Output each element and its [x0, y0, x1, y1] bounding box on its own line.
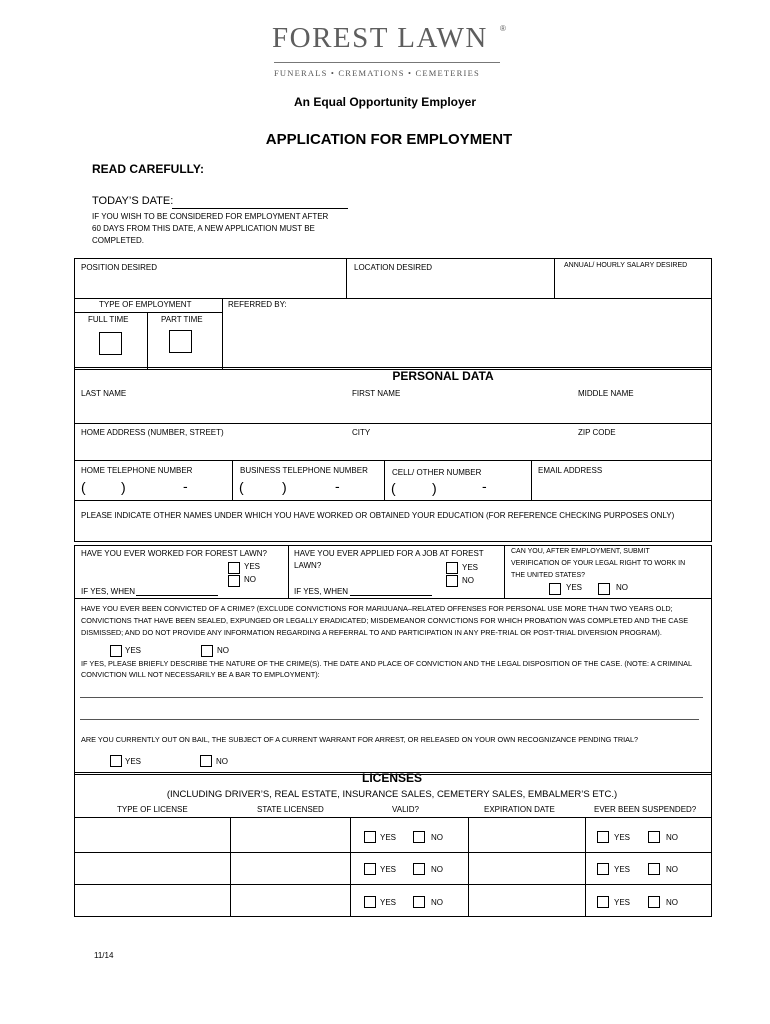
suspended-yes-checkbox[interactable] — [597, 831, 609, 843]
suspended-yes-label: YES — [614, 865, 631, 874]
col-ever-suspended: EVER BEEN SUSPENDED? — [594, 805, 697, 814]
worked-no-checkbox[interactable] — [228, 575, 240, 587]
personal-data-title: PERSONAL DATA — [392, 369, 494, 383]
type-of-employment-label: TYPE OF EMPLOYMENT — [99, 300, 192, 309]
applied-question-line1: HAVE YOU EVER APPLIED FOR A JOB AT FOREST — [294, 549, 484, 558]
zip-code-label: ZIP CODE — [578, 428, 616, 437]
crime-describe-line2: CONVICTION WILL NOT NECESSARILY BE A BAR TO EMPLOYMENT): — [81, 670, 320, 679]
todays-date-field[interactable] — [172, 196, 348, 209]
state-licensed-field[interactable] — [232, 819, 348, 851]
last-name-field[interactable] — [76, 400, 346, 422]
revision-code: 11/14 — [94, 951, 114, 960]
crime-yes-checkbox[interactable] — [110, 645, 122, 657]
verify-question-line1: CAN YOU, AFTER EMPLOYMENT, SUBMIT — [511, 548, 650, 555]
bail-yes-checkbox[interactable] — [110, 755, 122, 767]
applied-no-checkbox[interactable] — [446, 575, 458, 587]
valid-yes-checkbox[interactable] — [364, 863, 376, 875]
middle-name-field[interactable] — [576, 400, 708, 422]
worked-when-field[interactable] — [136, 595, 218, 596]
crime-no-checkbox[interactable] — [201, 645, 213, 657]
employer-line: An Equal Opportunity Employer — [293, 95, 476, 109]
first-name-field[interactable] — [348, 400, 574, 422]
verify-yes-checkbox[interactable] — [549, 583, 561, 595]
valid-yes-label: YES — [380, 898, 397, 907]
suspended-no-label: NO — [666, 898, 678, 907]
suspended-no-checkbox[interactable] — [648, 896, 660, 908]
suspended-no-label: NO — [666, 833, 678, 842]
registered-mark: ® — [500, 24, 506, 33]
home-address-label: HOME ADDRESS (NUMBER, STREET) — [81, 428, 224, 437]
email-label: EMAIL ADDRESS — [538, 466, 603, 475]
valid-no-checkbox[interactable] — [413, 896, 425, 908]
suspended-yes-checkbox[interactable] — [597, 863, 609, 875]
notice-line-2: 60 DAYS FROM THIS DATE, A NEW APPLICATION MUST BE — [92, 224, 315, 233]
applied-when-label: IF YES, WHEN — [294, 587, 349, 596]
zip-code-field[interactable] — [576, 439, 708, 459]
logo-tagline: FUNERALS • CREMATIONS • CEMETERIES — [274, 68, 480, 78]
cell-phone-label: CELL/ OTHER NUMBER — [392, 468, 482, 477]
license-type-field[interactable] — [76, 886, 228, 914]
home-address-field[interactable] — [76, 439, 346, 459]
suspended-no-checkbox[interactable] — [648, 863, 660, 875]
expiration-date-field[interactable] — [470, 854, 583, 883]
applied-no-label: NO — [462, 576, 474, 585]
license-type-field[interactable] — [76, 819, 228, 851]
full-time-label: FULL TIME — [88, 315, 129, 324]
state-licensed-field[interactable] — [232, 886, 348, 914]
form-title: APPLICATION FOR EMPLOYMENT — [265, 131, 513, 148]
verify-question-line2: VERIFICATION OF YOUR LEGAL RIGHT TO WORK IN — [511, 560, 686, 567]
other-names-field[interactable] — [76, 522, 708, 538]
crime-description-field-2[interactable] — [80, 719, 699, 720]
middle-name-label: MIDDLE NAME — [578, 389, 634, 398]
licenses-title: LICENSES — [361, 771, 422, 785]
logo-rule — [274, 62, 500, 63]
position-desired-field[interactable] — [76, 275, 344, 297]
worked-no-label: NO — [244, 575, 256, 584]
cell-phone-field[interactable]: ( ) - — [391, 478, 487, 496]
position-desired-label: POSITION DESIRED — [81, 263, 158, 272]
referred-by-field[interactable] — [224, 312, 708, 366]
business-phone-field[interactable]: ( ) - — [239, 478, 340, 495]
city-label: CITY — [352, 428, 371, 437]
part-time-label: PART TIME — [161, 315, 203, 324]
worked-yes-label: YES — [244, 562, 261, 571]
city-field[interactable] — [348, 439, 574, 459]
location-desired-label: LOCATION DESIRED — [354, 263, 433, 272]
suspended-no-checkbox[interactable] — [648, 831, 660, 843]
suspended-yes-checkbox[interactable] — [597, 896, 609, 908]
worked-question: HAVE YOU EVER WORKED FOR FOREST LAWN? — [81, 549, 267, 558]
crime-question-line2: CONVICTIONS THAT HAVE BEEN SEALED, EXPUNGED OR LEGALLY ERADICATED; MISDEMEANOR CONVICTIONS FOR WHICH PROBATION WAS COMPLETED AND THE CASE — [81, 616, 689, 625]
valid-no-label: NO — [431, 865, 443, 874]
valid-yes-checkbox[interactable] — [364, 831, 376, 843]
valid-yes-label: YES — [380, 833, 397, 842]
notice-line-3: COMPLETED. — [92, 236, 145, 245]
worked-when-label: IF YES, WHEN — [81, 587, 136, 596]
suspended-yes-label: YES — [614, 898, 631, 907]
last-name-label: LAST NAME — [81, 389, 127, 398]
crime-describe-line1: IF YES, PLEASE BRIEFLY DESCRIBE THE NATURE OF THE CRIME(S). THE DATE AND PLACE OF CONVICTION AND THE LEGAL DISPOSITION OF THE CASE. (NOTE: A CRIMINAL — [81, 659, 693, 668]
verify-no-checkbox[interactable] — [598, 583, 610, 595]
license-type-field[interactable] — [76, 854, 228, 883]
state-licensed-field[interactable] — [232, 854, 348, 883]
expiration-date-field[interactable] — [470, 819, 583, 851]
applied-yes-label: YES — [462, 563, 479, 572]
applied-question-line2: LAWN? — [294, 561, 322, 570]
col-expiration-date: EXPIRATION DATE — [484, 805, 555, 814]
todays-date-label: TODAY’S DATE: — [92, 195, 174, 207]
licenses-subtitle: (INCLUDING DRIVER’S, REAL ESTATE, INSURANCE SALES, CEMETERY SALES, EMBALMER’S ETC.) — [166, 789, 618, 800]
home-phone-field[interactable]: ( ) - — [81, 478, 188, 495]
crime-question-line1: HAVE YOU EVER BEEN CONVICTED OF A CRIME? (EXCLUDE CONVICTIONS FOR MARIJUANA–RELATED OFFENSES FOR PERSONAL USE MORE THAN TWO YEARS OLD; — [81, 604, 673, 613]
verify-yes-label: YES — [566, 583, 583, 592]
suspended-yes-label: YES — [614, 833, 631, 842]
salary-desired-label: ANNUAL/ HOURLY SALARY DESIRED — [564, 262, 688, 269]
bail-question: ARE YOU CURRENTLY OUT ON BAIL, THE SUBJECT OF A CURRENT WARRANT FOR ARREST, OR RELEASED ON YOUR OWN RECOGNIZANCE PENDING TRIAL? — [81, 735, 639, 744]
worked-yes-checkbox[interactable] — [228, 562, 240, 574]
logo-wordmark: FOREST LAWN — [272, 22, 488, 54]
bail-yes-label: YES — [125, 757, 142, 766]
crime-question-line3: DISMISSED; AND DO NOT PROVIDE ANY INFORMATION REGARDING A REFERRAL TO AND PARTICIPATION IN ANY PRE-TRIAL OR POST-TRIAL DIVERSION PROGRAM). — [81, 628, 662, 637]
verify-question-line3: THE UNITED STATES? — [511, 572, 586, 579]
referred-by-label: REFERRED BY: — [228, 300, 287, 309]
first-name-label: FIRST NAME — [352, 389, 401, 398]
full-time-checkbox[interactable] — [99, 332, 122, 355]
crime-no-label: NO — [217, 646, 229, 655]
expiration-date-field[interactable] — [470, 886, 583, 914]
home-phone-label: HOME TELEPHONE NUMBER — [81, 466, 193, 475]
bail-no-checkbox[interactable] — [200, 755, 212, 767]
valid-no-checkbox[interactable] — [413, 863, 425, 875]
crime-description-field-1[interactable] — [80, 697, 703, 698]
location-desired-field[interactable] — [348, 275, 552, 297]
valid-no-label: NO — [431, 898, 443, 907]
valid-yes-checkbox[interactable] — [364, 896, 376, 908]
crime-yes-label: YES — [125, 646, 142, 655]
suspended-no-label: NO — [666, 865, 678, 874]
email-field[interactable] — [533, 478, 708, 498]
other-names-label: PLEASE INDICATE OTHER NAMES UNDER WHICH YOU HAVE WORKED OR OBTAINED YOUR EDUCATION (FOR REFERENCE CHECKING PURPOSES ONLY) — [81, 511, 675, 520]
bail-no-label: NO — [216, 757, 228, 766]
valid-no-label: NO — [431, 833, 443, 842]
col-valid: VALID? — [392, 805, 419, 814]
valid-yes-label: YES — [380, 865, 397, 874]
read-carefully: READ CAREFULLY: — [92, 162, 205, 176]
salary-desired-field[interactable] — [556, 275, 708, 297]
verify-no-label: NO — [616, 583, 628, 592]
applied-yes-checkbox[interactable] — [446, 562, 458, 574]
valid-no-checkbox[interactable] — [413, 831, 425, 843]
applied-when-field[interactable] — [350, 595, 432, 596]
col-state-licensed: STATE LICENSED — [257, 805, 324, 814]
notice-line-1: IF YOU WISH TO BE CONSIDERED FOR EMPLOYMENT AFTER — [92, 212, 329, 221]
logo — [272, 22, 512, 82]
col-type-of-license: TYPE OF LICENSE — [117, 805, 188, 814]
business-phone-label: BUSINESS TELEPHONE NUMBER — [240, 466, 368, 475]
part-time-checkbox[interactable] — [169, 330, 192, 353]
